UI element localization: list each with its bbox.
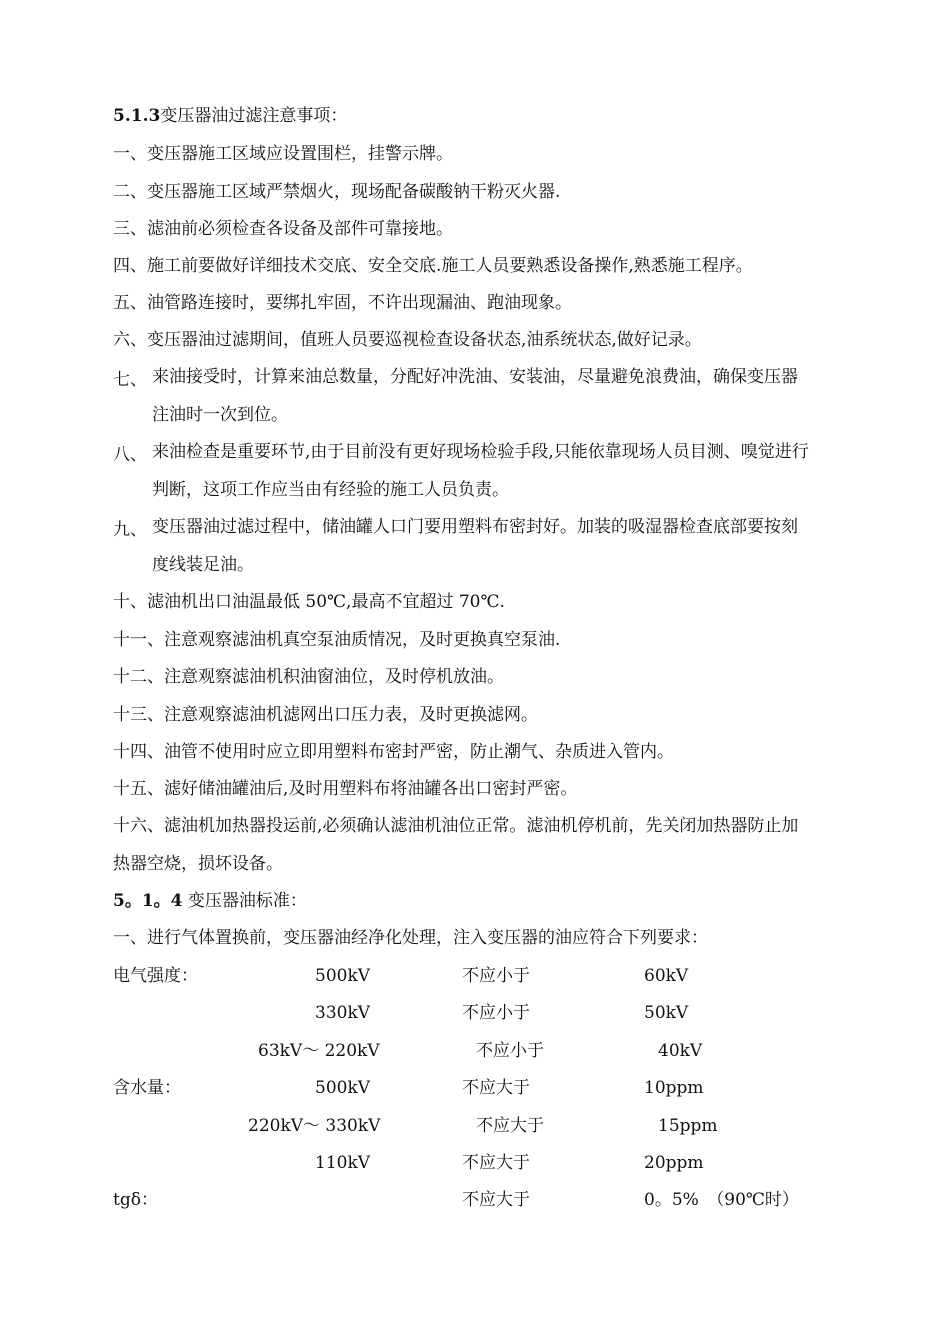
list-item: 十五、滤好储油罐油后,及时用塑料布将油罐各出口密封严密。 [113, 779, 578, 799]
param-label: 电气强度： [113, 966, 198, 986]
list-item: 三、滤油前必须检查各设备及部件可靠接地。 [113, 219, 453, 239]
list-item: 来油检查是重要环节,由于目前没有更好现场检验手段,只能依靠现场人员目测、嗅觉进行 [152, 442, 809, 462]
list-item: 十四、油管不使用时应立即用塑料布密封严密，防止潮气、杂质进入管内。 [113, 742, 674, 762]
limit-value: 10ppm [644, 1078, 704, 1098]
section-number: 5.1.3 [113, 106, 161, 126]
voltage-value: 110kV [315, 1153, 371, 1173]
list-item: 十六、滤油机加热器投运前,必须确认滤油机油位正常。滤油机停机前，先关闭加热器防止加 [113, 816, 799, 836]
list-item-number: 九、 [113, 520, 147, 540]
list-item: 来油接受时，计算来油总数量，分配好冲洗油、安装油，尽量避免浪费油，确保变压器 [152, 367, 798, 387]
limit-value: 60kV [644, 966, 689, 986]
limit-value: 40kV [658, 1041, 703, 1061]
condition-text: 不应大于 [462, 1153, 530, 1173]
list-item: 六、变压器油过滤期间，值班人员要巡视检查设备状态,油系统状态,做好记录。 [113, 330, 702, 350]
list-item: 十一、注意观察滤油机真空泵油质情况，及时更换真空泵油. [113, 630, 561, 650]
list-item-continuation: 度线装足油。 [152, 555, 254, 575]
list-item-number: 八、 [113, 445, 147, 465]
param-label: 含水量： [113, 1078, 181, 1098]
section-title: 变压器油过滤注意事项： [160, 106, 348, 126]
voltage-value: 330kV [315, 1003, 371, 1023]
condition-text: 不应大于 [462, 1190, 530, 1210]
section-513-heading [113, 105, 347, 127]
list-item: 十三、注意观察滤油机滤网出口压力表，及时更换滤网。 [113, 705, 538, 725]
limit-value: 0。5% （90℃时） [644, 1190, 799, 1210]
list-item-continuation: 判断，这项工作应当由有经验的施工人员负责。 [152, 480, 509, 500]
voltage-value: 500kV [315, 966, 371, 986]
param-label: tgδ： [113, 1190, 158, 1210]
list-item-continuation: 注油时一次到位。 [152, 405, 288, 425]
voltage-value: 500kV [315, 1078, 371, 1098]
voltage-value: 63kV～ 220kV [258, 1041, 380, 1061]
voltage-value: 220kV～ 330kV [248, 1116, 381, 1136]
limit-value: 50kV [644, 1003, 689, 1023]
list-item: 四、施工前要做好详细技术交底、安全交底.施工人员要熟悉设备操作,熟悉施工程序。 [113, 256, 753, 276]
list-item: 二、变压器施工区域严禁烟火，现场配备碳酸钠干粉灭火器. [113, 182, 561, 202]
list-item: 十二、注意观察滤油机积油窗油位，及时停机放油。 [113, 667, 504, 687]
list-item: 变压器油过滤过程中，储油罐人口门要用塑料布密封好。加装的吸湿器检查底部要按刻 [152, 517, 798, 537]
list-item: 一、变压器施工区域应设置围栏，挂警示牌。 [113, 144, 453, 164]
list-item: 五、油管路连接时，要绑扎牢固，不许出现漏油、跑油现象。 [113, 293, 572, 313]
limit-value: 20ppm [644, 1153, 704, 1173]
list-item: 十、滤油机出口油温最低 50℃,最高不宜超过 70℃. [113, 592, 505, 612]
condition-text: 不应大于 [462, 1078, 530, 1098]
condition-text: 不应小于 [462, 1003, 530, 1023]
condition-text: 不应大于 [476, 1116, 544, 1136]
limit-value: 15ppm [658, 1116, 718, 1136]
condition-text: 不应小于 [462, 966, 530, 986]
list-item-continuation: 热器空烧，损坏设备。 [113, 854, 283, 874]
section-514-heading [113, 890, 307, 912]
condition-text: 不应小于 [476, 1041, 544, 1061]
list-item-number: 七、 [113, 370, 147, 390]
section-title: 变压器油标准： [187, 891, 307, 911]
list-item: 一、进行气体置换前，变压器油经净化处理，注入变压器的油应符合下列要求： [113, 928, 708, 948]
section-number: 5。1。4 [113, 891, 183, 911]
